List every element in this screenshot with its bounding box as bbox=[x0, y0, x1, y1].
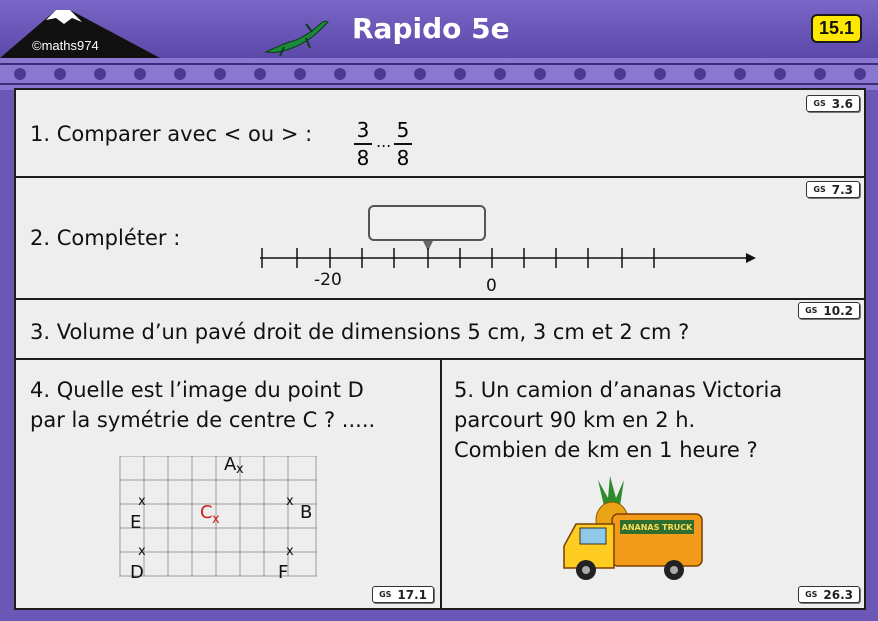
question-5-line2: parcourt 90 km en 2 h. bbox=[454, 408, 696, 432]
decorative-band bbox=[0, 58, 878, 90]
question-4 bbox=[16, 360, 440, 608]
gs-reference: GS 17.1 bbox=[372, 586, 434, 603]
questions-panel bbox=[14, 88, 866, 610]
tick-label-zero: 0 bbox=[486, 276, 497, 296]
question-5-line1: 5. Un camion d’ananas Victoria bbox=[454, 378, 783, 402]
gs-reference: GS 26.3 bbox=[798, 586, 860, 603]
point-e-mark: x bbox=[138, 494, 146, 509]
credit-text: ©maths974 bbox=[32, 38, 99, 53]
point-b-label: B bbox=[300, 502, 313, 523]
point-a-mark: x bbox=[236, 462, 244, 477]
question-3 bbox=[16, 300, 864, 360]
point-e-label: E bbox=[130, 512, 142, 533]
svg-text:ANANAS TRUCK: ANANAS TRUCK bbox=[621, 523, 693, 532]
point-b-mark: x bbox=[286, 494, 294, 509]
tick-label-minus-20: -20 bbox=[314, 270, 342, 290]
header-banner bbox=[0, 0, 878, 58]
question-2-text: 2. Compléter : bbox=[30, 226, 181, 250]
question-5-line3: Combien de km en 1 heure ? bbox=[454, 438, 758, 462]
question-2 bbox=[16, 178, 864, 300]
question-1 bbox=[16, 90, 864, 178]
lizard-icon bbox=[262, 14, 332, 58]
gs-reference: GS 10.2 bbox=[798, 302, 860, 319]
gs-reference: GS 7.3 bbox=[806, 181, 860, 198]
point-c-label: C bbox=[200, 502, 213, 523]
question-1-text: 1. Comparer avec < ou > : bbox=[30, 122, 313, 146]
question-5 bbox=[442, 360, 864, 608]
fraction-a: 3 8 bbox=[354, 118, 372, 170]
comparison-dots: ... bbox=[376, 132, 392, 151]
point-c-mark: x bbox=[212, 512, 220, 527]
point-f-mark: x bbox=[286, 544, 294, 559]
page-title: Rapido 5e bbox=[352, 12, 510, 45]
question-4-line1: 4. Quelle est l’image du point D bbox=[30, 378, 364, 402]
point-d-label: D bbox=[130, 562, 144, 583]
series-badge: 15.1 bbox=[811, 14, 862, 43]
question-3-text: 3. Volume d’un pavé droit de dimensions 5 cm, 3 cm et 2 cm ? bbox=[30, 320, 690, 344]
gs-reference: GS 3.6 bbox=[806, 95, 860, 112]
number-line bbox=[16, 178, 864, 300]
point-a-label: A bbox=[224, 454, 237, 475]
point-f-label: F bbox=[278, 562, 289, 583]
question-4-line2: par la symétrie de centre C ? ..... bbox=[30, 408, 376, 432]
point-d-mark: x bbox=[138, 544, 146, 559]
pineapple-truck-icon bbox=[558, 476, 708, 594]
fraction-b: 5 8 bbox=[394, 118, 412, 170]
